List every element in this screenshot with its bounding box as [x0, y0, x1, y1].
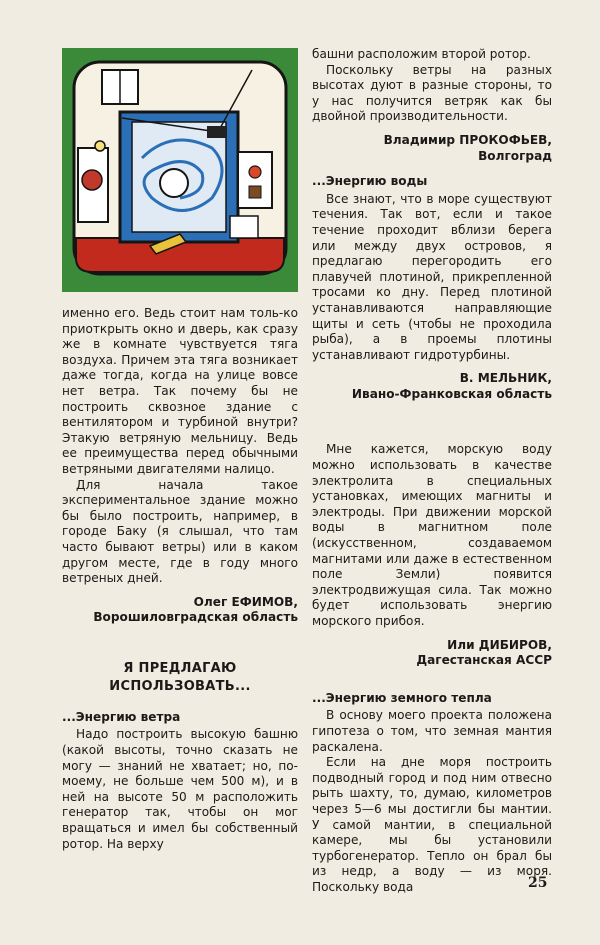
lamp-bulb	[95, 141, 105, 151]
author-place: Ворошиловградская область	[93, 610, 298, 625]
signature-dibirov	[312, 638, 552, 669]
wind-continuation: башни расположим второй ротор.	[312, 47, 531, 61]
right-column	[312, 47, 552, 896]
turbine-globe	[160, 169, 188, 197]
author-place: Дагестанская АССР	[416, 653, 552, 668]
left-column	[62, 306, 298, 852]
section-heading: Я ПРЕДЛАГАЮ ИСПОЛЬЗОВАТЬ...	[109, 660, 251, 694]
intro-paragraph: именно его. Ведь стоит нам толь-ко приоткрыть окно и дверь, как сразу же в комнате чувствуется тяга воздуха. Причем эта тяга возникает даже тогда, когда на улице вовсе нет ветра. Так почему бы не построить сквозное здание с вентилятором и турбиной внутри? Этакую ветряную мельницу. Ведь ее преимущества перед обычными ветряными двигателями налицо.	[62, 306, 298, 476]
sea-paragraph: Мне кажется, морскую воду можно использовать в качестве электролита в специальных установках, имеющих магниты и электроды. При движении морской воды в магнитном поле (искусственном, создаваемом магнитами или даже в естественном поле Земли) появится электродвижущая сила. Так можно будет использовать энергию морского прибоя.	[312, 442, 552, 628]
intro-paragraph: Для начала такое экспериментальное здание можно бы было построить, например, в городе Баку (я слышал, что там часто бывают ветры) или в каком другом месте, где в году много ветреных дней.	[62, 477, 298, 586]
author-name: Владимир ПРОКОФЬЕВ,	[383, 132, 552, 147]
page-number: 25	[528, 875, 548, 891]
wall-picture-right	[238, 152, 272, 208]
earth-paragraph-1: В основу моего проекта положена гипотеза о том, что земная мантия раскалена.	[312, 708, 552, 754]
spacer	[312, 402, 552, 442]
wind-paragraph: Надо построить высокую башню (какой высоты, точно сказать не могу — знаний не хватает; но, по-моему, не больше чем 500 м), и в ней на высоте 50 м расположить генератор так, чтобы он мог вращаться и имел бы собственный ротор. На верху	[62, 727, 298, 851]
topic-water: ...Энергию воды	[312, 174, 428, 189]
topic-wind: ...Энергию ветра	[62, 709, 181, 724]
brick-pile	[230, 216, 258, 238]
author-name: В. МЕЛЬНИК,	[459, 371, 552, 386]
wind-paragraph-2: Поскольку ветры на разных высотах дуют в разные стороны, то у нас получится ветряк как бы двойной производительности.	[312, 62, 552, 124]
earth-paragraph-2: Если на дне моря построить подводный город и под ним отвесно рыть шахту, то, думаю, километров через 5—6 мы достигли бы мантии. У самой мантии, в специальной камере, мы бы установили турбогенератор. Тепло он брал бы из недр, а воду — из моря. Поскольку вода	[312, 755, 552, 894]
author-name: Или ДИБИРОВ,	[447, 637, 552, 652]
author-place: Ивано-Франковская область	[351, 386, 552, 401]
author-place: Волгоград	[478, 148, 552, 163]
signature-efimov	[62, 595, 298, 626]
water-paragraph: Все знают, что в море существуют течения. Так вот, если и такое течение проходит вблизи берега или между двух островов, я предлагаю перегородить его плавучей плотиной, прикрепленной тросами ко дну. Перед плотиной устанавливаются направляющие щиты и сеть (чтобы не проходила рыба), а в проемы плотины устанавливают гидротурбины.	[312, 191, 552, 362]
topic-earth: ...Энергию земного тепла	[312, 690, 492, 705]
signature-melnik	[312, 371, 552, 402]
author-name: Олег ЕФИМОВ,	[193, 594, 298, 609]
hanging-device	[207, 126, 227, 138]
signature-prokofiev	[312, 133, 552, 164]
room-wind-generator-illustration	[62, 48, 298, 292]
